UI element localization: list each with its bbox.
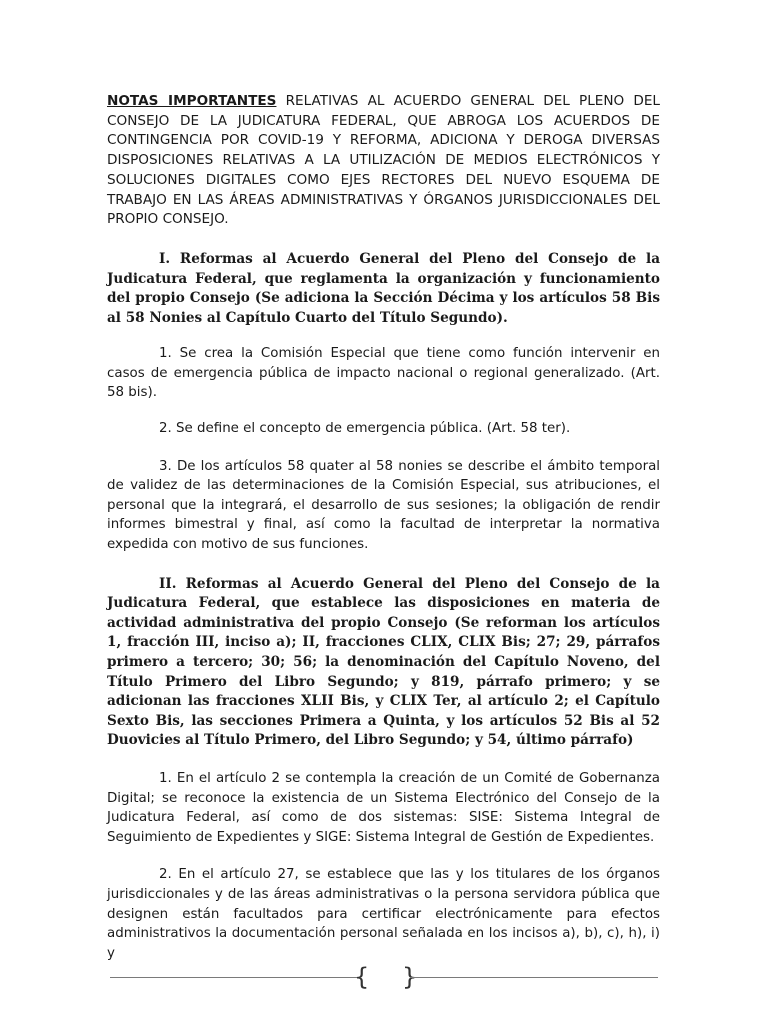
section-2-heading: II. Reformas al Acuerdo General del Pleno del Consejo de la Judicatura Federal, que establece las disposiciones en materia de actividad administrativa del propio Consejo (Se reforman los artículos 1, fracción III, inciso a); II, fracciones CLIX, CLIX Bis; 27; 29, párrafos primero a tercero; 30; 56; la denominación del Capítulo Noveno, del Título Primero del Libro Segundo; y 819, párrafo primero; y se adicionan las fracciones XLII Bis, y CLIX Ter, al artículo 2; el Capítulo Sexto Bis, las secciones Primera a Quinta, y los artículos 52 Bis al 52 Duovicies al Título Primero, del Libro Segundo; y 54, último párrafo) [107,575,660,749]
footer-brace-close: } [402,963,418,991]
section-2-item-1: 1. En el artículo 2 se contempla la creación de un Comité de Gobernanza Digital; se reconoce la existencia de un Sistema Electrónico del Consejo de la Judicatura Federal, así como de dos sistemas: SISE: Sistema Integral de Seguimiento de Expedientes y SIGE: Sistema Integral de Gestión de Expedientes. [107,770,660,845]
section-2-item-2: 2. En el artículo 27, se establece que las y los titulares de los órganos jurisdiccionales y de las áreas administrativas o la persona servidora pública que designen están facultados para certificar electrónicamente para efectos administrativos la documentación personal señalada en los incisos a), b), c), h), i) y [107,867,660,961]
section-1-item-1: 1. Se crea la Comisión Especial que tiene como función intervenir en casos de emergencia pública de impacto nacional o regional generalizado. (Art. 58 bis). [107,346,660,401]
page-footer [110,963,658,991]
section-1-item-3: 3. De los artículos 58 quater al 58 nonies se describe el ámbito temporal de validez de las determinaciones de la Comisión Especial, sus atribuciones, el personal que la integrará, el desarrollo de sus sesiones; la obligación de rendir informes bimestral y final, así como la facultad de interpretar la normativa expedida con motivo de sus funciones. [107,458,660,553]
intro-paragraph [107,92,660,230]
footer-rule-left [110,977,357,978]
footer-brace-open: { [354,963,370,991]
document-body [107,92,660,963]
intro-lead: NOTAS IMPORTANTES [107,93,277,109]
section-1-heading: I. Reformas al Acuerdo General del Pleno del Consejo de la Judicatura Federal, que reglamenta la organización y funcionamiento del propio Consejo (Se adiciona la Sección Décima y los artículos 58 Bis al 58 Nonies al Capítulo Cuarto del Título Segundo). [107,250,660,326]
section-1-item-2: 2. Se define el concepto de emergencia pública. (Art. 58 ter). [159,421,571,437]
intro-text: RELATIVAS AL ACUERDO GENERAL DEL PLENO DEL CONSEJO DE LA JUDICATURA FEDERAL, QUE ABROGA LOS ACUERDOS DE CONTINGENCIA POR COVID-19 Y REFORMA, ADICIONA Y DEROGA DIVERSAS DISPOSICIONES RELATIVAS A LA UTILIZACIÓN DE MEDIOS ELECTRÓNICOS Y SOLUCIONES DIGITALES COMO EJES RECTORES DEL NUEVO ESQUEMA DE TRABAJO EN LAS ÁREAS ADMINISTRATIVAS Y ÓRGANOS JURISDICCIONALES DEL PROPIO CONSEJO. [107,93,661,228]
footer-rule-right [410,977,658,978]
